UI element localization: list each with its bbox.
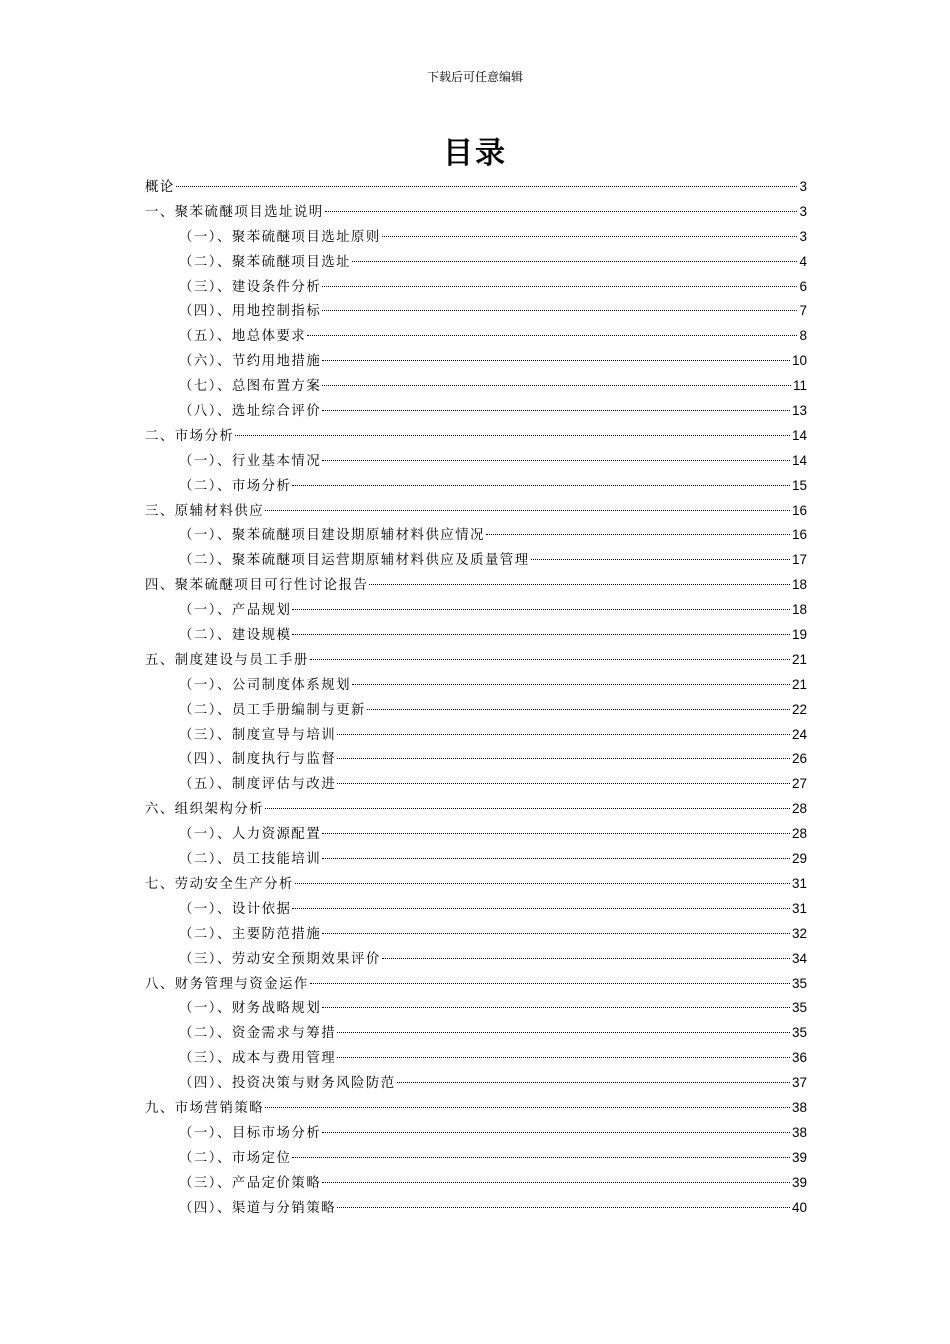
toc-entry[interactable]: [145, 797, 807, 822]
toc-leader-dots: [265, 510, 790, 511]
toc-entry-label: （二）、资金需求与筹措: [179, 1026, 337, 1042]
toc-leader-dots: [265, 1107, 790, 1108]
toc-entry[interactable]: [145, 349, 807, 374]
toc-entry-page: 28: [791, 826, 807, 842]
toc-entry-page: 4: [799, 253, 807, 269]
toc-leader-dots: [367, 709, 790, 710]
toc-entry[interactable]: [145, 499, 807, 524]
toc-entry-page: 16: [791, 527, 807, 543]
toc-leader-dots: [310, 983, 790, 984]
toc-entry-page: 39: [791, 1149, 807, 1165]
toc-entry-label: 八、财务管理与资金运作: [145, 976, 309, 992]
toc-leader-dots: [337, 1032, 790, 1033]
toc-entry-label: （一）、产品规划: [179, 603, 292, 619]
toc-entry[interactable]: [145, 872, 807, 897]
toc-leader-dots: [322, 385, 791, 386]
toc-leader-dots: [352, 684, 790, 685]
toc-leader-dots: [352, 261, 797, 262]
toc-entry-page: 6: [799, 278, 807, 294]
toc-entry-page: 37: [791, 1075, 807, 1091]
toc-entry[interactable]: [145, 399, 807, 424]
toc-entry-label: 三、原辅材料供应: [145, 503, 265, 519]
toc-leader-dots: [382, 958, 790, 959]
toc-entry-page: 39: [791, 1174, 807, 1190]
toc-entry-page: 35: [791, 975, 807, 991]
toc-leader-dots: [322, 410, 790, 411]
toc-leader-dots: [322, 833, 790, 834]
toc-entry[interactable]: [145, 972, 807, 997]
toc-entry[interactable]: [145, 623, 807, 648]
toc-entry[interactable]: [145, 772, 807, 797]
toc-leader-dots: [382, 236, 798, 237]
toc-leader-dots: [397, 1082, 790, 1083]
toc-entry[interactable]: [145, 299, 807, 324]
toc-entry[interactable]: [145, 847, 807, 872]
toc-entry-page: 27: [791, 776, 807, 792]
header-note: 下载后可任意编辑: [426, 70, 523, 84]
toc-entry-label: （一）、设计依据: [179, 901, 292, 917]
toc-leader-dots: [322, 1007, 790, 1008]
toc-entry-label: （二）、聚苯硫醚项目选址: [179, 254, 351, 270]
toc-entry[interactable]: [145, 1196, 807, 1221]
toc-entry-page: 29: [791, 851, 807, 867]
page-title: 目录: [443, 136, 507, 171]
toc-entry-label: （二）、建设规模: [179, 628, 292, 644]
toc-leader-dots: [337, 783, 790, 784]
toc-entry[interactable]: [145, 1121, 807, 1146]
toc-entry-label: （七）、总图布置方案: [179, 379, 322, 395]
toc-entry[interactable]: [145, 324, 807, 349]
toc-entry-page: 35: [791, 1000, 807, 1016]
toc-entry-label: （三）、产品定价策略: [179, 1175, 322, 1191]
toc-entry[interactable]: [145, 548, 807, 573]
table-of-contents: [145, 175, 807, 1220]
toc-entry-label: （一）、公司制度体系规划: [179, 677, 351, 693]
toc-entry[interactable]: [145, 698, 807, 723]
toc-entry-label: （一）、行业基本情况: [179, 453, 322, 469]
toc-entry-page: 13: [791, 403, 807, 419]
toc-entry[interactable]: [145, 947, 807, 972]
toc-entry-page: 10: [791, 353, 807, 369]
toc-entry[interactable]: [145, 598, 807, 623]
toc-entry-page: 8: [799, 328, 807, 344]
toc-entry-label: 四、聚苯硫醚项目可行性讨论报告: [145, 578, 369, 594]
toc-entry[interactable]: [145, 723, 807, 748]
toc-leader-dots: [322, 933, 790, 934]
toc-entry-page: 21: [791, 651, 807, 667]
toc-entry-page: 36: [791, 1050, 807, 1066]
toc-leader-dots: [235, 435, 790, 436]
toc-leader-dots: [292, 634, 790, 635]
toc-entry[interactable]: [145, 424, 807, 449]
toc-leader-dots: [307, 335, 797, 336]
toc-entry-page: 14: [791, 452, 807, 468]
toc-entry-label: （五）、制度评估与改进: [179, 777, 337, 793]
toc-entry-page: 31: [791, 875, 807, 891]
toc-entry-label: （六）、节约用地措施: [179, 354, 322, 370]
toc-entry[interactable]: [145, 1146, 807, 1171]
toc-entry-label: （二）、员工手册编制与更新: [179, 702, 366, 718]
toc-entry-page: 38: [791, 1099, 807, 1115]
toc-entry-label: （五）、地总体要求: [179, 329, 307, 345]
toc-entry-label: （二）、主要防范措施: [179, 926, 322, 942]
toc-leader-dots: [531, 559, 790, 560]
toc-leader-dots: [322, 460, 790, 461]
toc-entry[interactable]: [145, 474, 807, 499]
toc-entry-label: 二、市场分析: [145, 428, 235, 444]
toc-leader-dots: [292, 908, 790, 909]
toc-entry-page: 21: [791, 676, 807, 692]
toc-entry-label: （一）、人力资源配置: [179, 827, 322, 843]
toc-entry-label: 一、聚苯硫醚项目选址说明: [145, 204, 324, 220]
toc-entry-label: 九、市场营销策略: [145, 1100, 265, 1116]
toc-entry-label: （三）、建设条件分析: [179, 279, 322, 295]
toc-leader-dots: [486, 534, 790, 535]
toc-entry-label: （四）、渠道与分销策略: [179, 1200, 337, 1216]
toc-entry-label: （三）、成本与费用管理: [179, 1051, 337, 1067]
toc-entry-label: （三）、劳动安全预期效果评价: [179, 951, 381, 967]
toc-leader-dots: [322, 1182, 790, 1183]
toc-entry-page: 3: [799, 228, 807, 244]
toc-leader-dots: [292, 609, 790, 610]
toc-leader-dots: [322, 1132, 790, 1133]
toc-leader-dots: [292, 485, 790, 486]
toc-entry[interactable]: [145, 374, 807, 399]
toc-entry[interactable]: [145, 673, 807, 698]
toc-entry[interactable]: [145, 996, 807, 1021]
toc-entry-page: 7: [799, 303, 807, 319]
toc-leader-dots: [265, 808, 790, 809]
toc-entry-page: 40: [791, 1199, 807, 1215]
toc-entry-page: 32: [791, 925, 807, 941]
toc-leader-dots: [369, 584, 790, 585]
toc-entry-page: 18: [791, 577, 807, 593]
toc-entry[interactable]: [145, 225, 807, 250]
toc-entry-page: 35: [791, 1025, 807, 1041]
toc-entry-label: 六、组织架构分析: [145, 802, 265, 818]
toc-entry-label: （二）、员工技能培训: [179, 852, 322, 868]
toc-entry-page: 31: [791, 900, 807, 916]
toc-leader-dots: [337, 734, 790, 735]
toc-entry-page: 26: [791, 751, 807, 767]
toc-entry-label: （一）、聚苯硫醚项目建设期原辅材料供应情况: [179, 528, 486, 544]
toc-leader-dots: [337, 758, 790, 759]
toc-entry[interactable]: [145, 1071, 807, 1096]
toc-leader-dots: [322, 310, 797, 311]
toc-entry-page: 16: [791, 502, 807, 518]
toc-entry-page: 22: [791, 701, 807, 717]
toc-entry-label: （一）、财务战略规划: [179, 1001, 322, 1017]
toc-leader-dots: [325, 211, 798, 212]
toc-entry-page: 24: [791, 726, 807, 742]
toc-entry-page: 3: [799, 203, 807, 219]
toc-leader-dots: [337, 1057, 790, 1058]
toc-entry[interactable]: [145, 1046, 807, 1071]
toc-entry-label: 五、制度建设与员工手册: [145, 652, 309, 668]
toc-leader-dots: [322, 286, 797, 287]
toc-entry-page: 19: [791, 627, 807, 643]
toc-entry-label: （二）、市场分析: [179, 478, 292, 494]
toc-entry[interactable]: [145, 922, 807, 947]
toc-entry-page: 11: [792, 378, 807, 394]
toc-entry[interactable]: [145, 573, 807, 598]
toc-entry-label: （二）、聚苯硫醚项目运营期原辅材料供应及质量管理: [179, 553, 530, 569]
toc-entry-page: 38: [791, 1124, 807, 1140]
toc-entry[interactable]: [145, 1021, 807, 1046]
toc-entry-label: （四）、投资决策与财务风险防范: [179, 1076, 396, 1092]
toc-entry-label: 概论: [145, 180, 175, 195]
toc-entry[interactable]: [145, 822, 807, 847]
toc-leader-dots: [295, 883, 790, 884]
toc-entry-page: 28: [791, 801, 807, 817]
toc-leader-dots: [310, 659, 790, 660]
toc-entry[interactable]: [145, 250, 807, 275]
toc-entry[interactable]: [145, 1096, 807, 1121]
toc-entry-page: 15: [791, 477, 807, 493]
toc-entry[interactable]: [145, 1171, 807, 1196]
toc-entry-label: 七、劳动安全生产分析: [145, 876, 294, 892]
toc-entry[interactable]: [145, 175, 807, 200]
toc-entry[interactable]: [145, 449, 807, 474]
toc-entry-label: （四）、用地控制指标: [179, 304, 322, 320]
toc-entry-page: 34: [791, 950, 807, 966]
toc-entry-label: （四）、制度执行与监督: [179, 752, 337, 768]
toc-entry-page: 14: [791, 427, 807, 443]
toc-leader-dots: [337, 1207, 790, 1208]
toc-entry[interactable]: [145, 897, 807, 922]
toc-leader-dots: [322, 360, 790, 361]
toc-entry-page: 3: [799, 179, 807, 194]
toc-entry-label: （二）、市场定位: [179, 1150, 292, 1166]
toc-entry-label: （八）、选址综合评价: [179, 404, 322, 420]
toc-entry[interactable]: [145, 200, 807, 225]
toc-entry-label: （三）、制度宣导与培训: [179, 727, 337, 743]
toc-entry-label: （一）、聚苯硫醚项目选址原则: [179, 229, 381, 245]
toc-entry-label: （一）、目标市场分析: [179, 1125, 322, 1141]
toc-entry[interactable]: [145, 275, 807, 300]
toc-entry[interactable]: [145, 747, 807, 772]
toc-entry-page: 17: [791, 552, 807, 568]
toc-entry[interactable]: [145, 523, 807, 548]
toc-entry[interactable]: [145, 648, 807, 673]
toc-leader-dots: [176, 186, 798, 187]
toc-entry-page: 18: [791, 602, 807, 618]
toc-leader-dots: [322, 858, 790, 859]
toc-leader-dots: [292, 1157, 790, 1158]
